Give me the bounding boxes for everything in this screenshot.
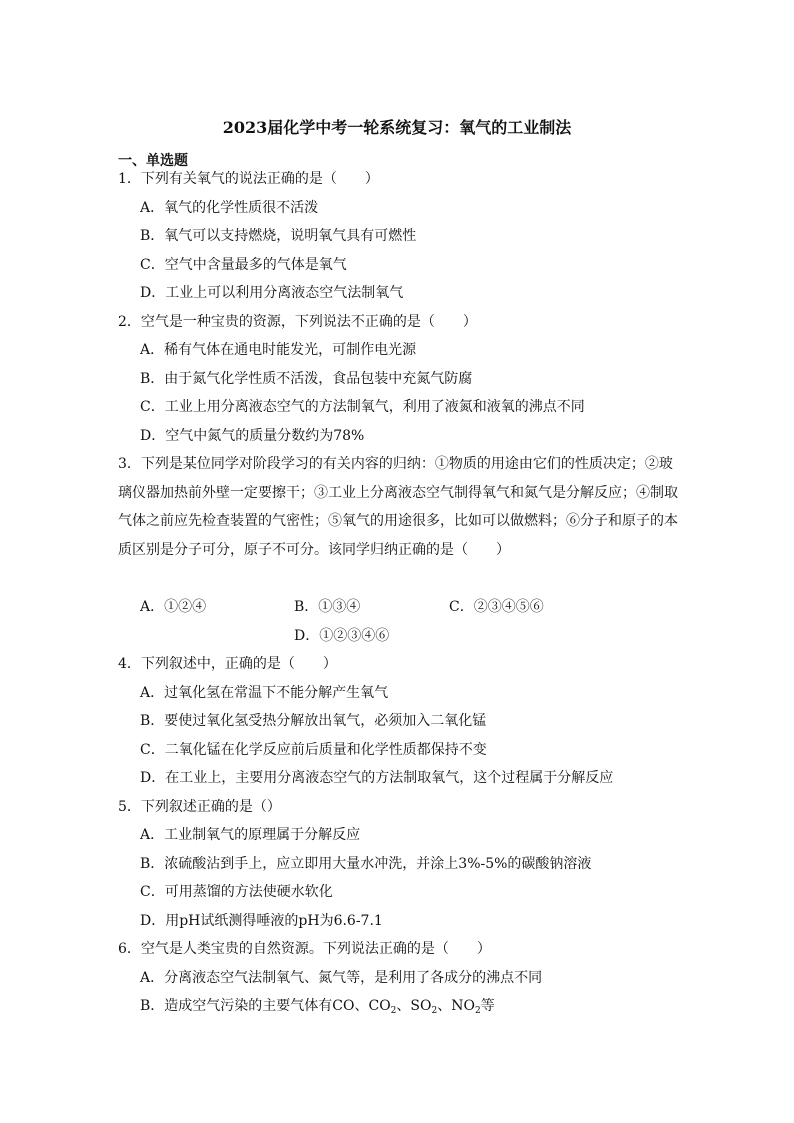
question-5-option-b[interactable]: B．浓硫酸沾到手上，应立即用大量水冲洗，并涂上3%-5%的碳酸钠溶液 — [140, 856, 592, 872]
question-4-option-c[interactable]: C．二氧化锰在化学反应前后质量和化学性质都保持不变 — [140, 742, 487, 758]
question-4-option-a[interactable]: A．过氧化氢在常温下不能分解产生氧气 — [140, 685, 389, 701]
question-3-stem: 3．下列是某位同学对阶段学习的有关内容的归纳：①物质的用途由它们的性质决定；②玻璃仪器加热前外壁一定要擦干；③工业上分离液态空气制得氧气和氮气是分解反应；④制取气体之前应先检查装置的气密性；⑤氧气的用途很多，比如可以做燃料；⑥分子和原子的本质区别是分子可分，原子不可分。该同学归纳正确的是（ ） — [118, 456, 678, 558]
question-3-option-c[interactable]: C．②③④⑤⑥ — [449, 599, 544, 615]
question-3-option-a[interactable]: A．①②④ — [140, 599, 207, 615]
option-b-text: 、SO — [396, 998, 432, 1014]
question-3-option-d[interactable]: D．①②③④⑥ — [294, 628, 390, 644]
subscript: 2 — [474, 1006, 481, 1016]
subscript: 2 — [390, 1006, 397, 1016]
option-b-text: 等 — [480, 998, 495, 1014]
question-6-stem: 6．空气是人类宝贵的自然资源。下列说法正确的是（ ） — [118, 941, 491, 957]
question-5-option-d[interactable]: D．用pH试纸测得唾液的pH为6.6-7.1 — [140, 913, 383, 929]
question-2-option-c[interactable]: C．工业上用分离液态空气的方法制氧气，利用了液氮和液氧的沸点不同 — [140, 399, 585, 415]
question-2-option-a[interactable]: A．稀有气体在通电时能发光，可制作电光源 — [140, 342, 417, 358]
question-2-option-b[interactable]: B．由于氮气化学性质不活泼，食品包装中充氮气防腐 — [140, 371, 473, 387]
question-4-stem: 4．下列叙述中，正确的是（ ） — [118, 656, 337, 672]
question-2-stem: 2．空气是一种宝贵的资源，下列说法不正确的是（ ） — [118, 314, 477, 330]
section-heading: 一、单选题 — [118, 153, 188, 169]
question-4-option-b[interactable]: B．要使过氧化氢受热分解放出氧气，必须加入二氧化锰 — [140, 713, 487, 729]
option-b-text: B．造成空气污染的主要气体有CO、CO — [140, 998, 391, 1014]
question-1-option-c[interactable]: C．空气中含量最多的气体是氧气 — [140, 257, 347, 273]
question-5-option-c[interactable]: C．可用蒸馏的方法使硬水软化 — [140, 884, 333, 900]
question-4-option-d[interactable]: D．在工业上，主要用分离液态空气的方法制取氧气，这个过程属于分解反应 — [140, 770, 614, 786]
question-6-option-b[interactable] — [140, 996, 495, 1021]
question-6-option-a[interactable]: A．分离液态空气法制氧气、氮气等，是利用了各成分的沸点不同 — [140, 970, 543, 986]
page-title: 2023届化学中考一轮系统复习：氧气的工业制法 — [222, 118, 572, 137]
question-1-option-b[interactable]: B．氧气可以支持燃烧，说明氧气具有可燃性 — [140, 228, 417, 244]
option-b-text: 、NO — [437, 998, 475, 1014]
question-1-stem: 1．下列有关氧气的说法正确的是（ ） — [118, 171, 379, 187]
question-2-option-d[interactable]: D．空气中氮气的质量分数约为78% — [140, 428, 365, 444]
question-5-stem: 5．下列叙述正确的是（） — [118, 799, 281, 815]
question-3-option-b[interactable]: B．①③④ — [294, 599, 361, 615]
question-1-option-a[interactable]: A．氧气的化学性质很不活泼 — [140, 200, 319, 216]
question-5-option-a[interactable]: A．工业制氧气的原理属于分解反应 — [140, 827, 361, 843]
question-1-option-d[interactable]: D．工业上可以利用分离液态空气法制氧气 — [140, 285, 404, 301]
subscript: 2 — [431, 1006, 438, 1016]
